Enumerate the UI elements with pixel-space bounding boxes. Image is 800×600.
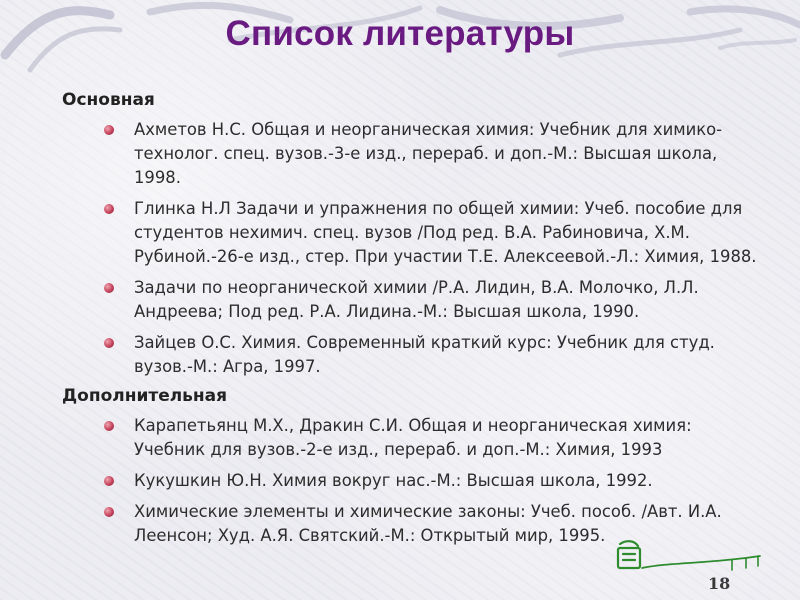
bullet-dot-icon: [104, 125, 114, 135]
list-item: [62, 331, 762, 379]
page-number: 18: [708, 574, 731, 593]
bullet-dot-icon: [104, 421, 114, 431]
ppt-logo-icon: [612, 538, 762, 574]
bullet-dot-icon: [104, 338, 114, 348]
reference-list: [62, 90, 762, 555]
bullet-dot-icon: [104, 283, 114, 293]
page-title: Список литературы: [225, 14, 575, 53]
list-item: [62, 276, 762, 324]
list-item-text: Кукушкин Ю.Н. Химия вокруг нас.-М.: Высшая школа, 1992.: [134, 471, 653, 490]
bullet-dot-icon: [104, 204, 114, 214]
list-item-text: Химические элементы и химические законы: Учеб. пособ. /Авт. И.А. Леенсон; Худ. А.Я. Святский.-М.: Открытый мир, 1995.: [134, 502, 722, 545]
section-heading-additional: Дополнительная: [62, 386, 228, 406]
bullet-dot-icon: [104, 507, 114, 517]
list-item-text: Карапетьянц М.Х., Дракин С.И. Общая и неорганическая химия: Учебник для вузов.-2-е изд., перераб. и доп.-М.: Химия, 1993: [134, 416, 692, 459]
section-additional-list: [62, 414, 762, 548]
list-item: [62, 118, 762, 190]
list-item: [62, 197, 762, 269]
section-heading-main: Основная: [62, 90, 155, 110]
list-item-text: Глинка Н.Л Задачи и упражнения по общей химии: Учеб. пособие для студентов нехимич. спец. вузов /Под ред. В.А. Рабиновича, Х.М. Рубиной.-26-е изд., стер. При участии Т.Е. Алексеевой.-Л.: Химия, 1988.: [134, 199, 757, 266]
list-item: [62, 469, 762, 493]
list-item-text: Задачи по неорганической химии /Р.А. Лидин, В.А. Молочко, Л.Л. Андреева; Под ред. Р.А. Лидина.-М.: Высшая школа, 1990.: [134, 278, 699, 321]
list-item-text: Зайцев О.С. Химия. Современный краткий курс: Учебник для студ. вузов.-М.: Агра, 1997.: [134, 333, 715, 376]
section-main-list: [62, 118, 762, 379]
list-item: [62, 414, 762, 462]
bullet-dot-icon: [104, 476, 114, 486]
list-item-text: Ахметов Н.С. Общая и неорганическая химия: Учебник для химико-технолог. спец. вузов.-3-е изд., перераб. и доп.-М.: Высшая школа, 1998.: [134, 120, 723, 187]
